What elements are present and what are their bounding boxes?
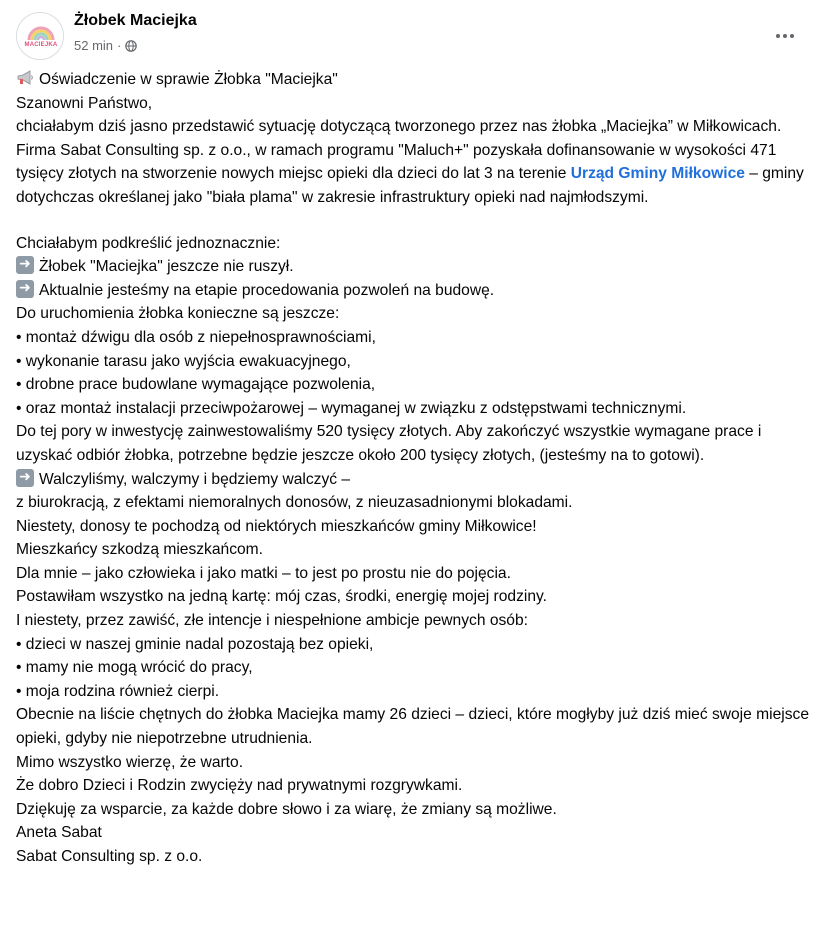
post-line: Dla mnie – jako człowieka i jako matki – to jest po prostu nie do pojęcia. [16,564,511,582]
post-title: Oświadczenie w sprawie Żłobka "Maciejka" [39,71,338,88]
post-line [16,279,811,303]
post-line: Mimo wszystko wierzę, że warto. [16,753,244,771]
post-line [16,68,811,92]
list-item: • drobne prace budowlane wymagające pozwolenia, [16,376,376,394]
post-line: Dziękuję za wsparcie, za każde dobre słowo i za wiarę, że zmiany są możliwe. [16,800,557,818]
more-options-dot [783,34,787,38]
post-text: Firma Sabat Consulting sp. z o.o., w ramach programu "Maluch+" pozyskała dofinansowanie w wysokości 471 tysięcy złotych na stworzenie nowych miejsc opieki dla dzieci do lat 3 na terenie [16,141,777,183]
more-options-dot [790,34,794,38]
right-arrow-icon [16,280,34,298]
post-line [16,255,811,279]
post-timestamp[interactable]: 52 min [74,38,114,53]
post-line: I niestety, przez zawiść, złe intencje i niespełnione ambicje pewnych osób: [16,612,528,630]
list-item: • moja rodzina również cierpi. [16,682,220,700]
post-line: Mieszkańcy szkodzą mieszkańcom. [16,541,263,559]
right-arrow-icon [16,469,34,487]
post-line: Obecnie na liście chętnych do żłobka Maciejka mamy 26 dzieci – dzieci, które mogłyby już dziś mieć swoje miejsce opieki, gdyby nie niepotrzebne utrudnienia. [16,706,810,748]
post-body [16,68,811,869]
post-line: Że dobro Dzieci i Rodzin zwycięży nad prywatnymi rozgrywkami. [16,777,463,795]
page-name-link[interactable]: Żłobek Maciejka [74,12,197,29]
post-meta [74,38,137,53]
megaphone-icon [16,69,34,87]
paragraph-gap [16,210,811,232]
post-line: Niestety, donosy te pochodzą od niektórych mieszkańców gminy Miłkowice! [16,517,537,535]
mention-link[interactable]: Urząd Gminy Miłkowice [570,165,745,183]
post-text: Żłobek "Maciejka" jeszcze nie ruszył. [39,258,294,276]
right-arrow-icon [16,256,34,274]
list-item: • oraz montaż instalacji przeciwpożarowej – wymaganej w związku z odstępstwami technicznymi. [16,399,687,417]
post-line: Do tej pory w inwestycję zainwestowaliśmy 520 tysięcy złotych. Aby zakończyć wszystkie wymagane prace i uzyskać odbiór żłobka, potrzebne będzie jeszcze około 200 tysięcy złotych, (jesteśmy na to gotowi). [16,423,762,464]
post-line: Szanowni Państwo, [16,94,153,112]
list-item: • wykonanie tarasu jako wyjścia ewakuacyjnego, [16,352,351,370]
post-text: Walczyliśmy, walczymy i będziemy walczyć – [39,470,351,488]
avatar[interactable] [16,12,64,60]
meta-separator: · [117,38,122,53]
post-line [16,468,811,492]
list-item: • dzieci w naszej gminie nadal pozostają bez opieki, [16,635,374,653]
post-line: z biurokracją, z efektami niemoralnych donosów, z nieuzasadnionymi blokadami. [16,494,573,512]
signature-name: Aneta Sabat [16,824,102,842]
post-line: chciałabym dziś jasno przedstawić sytuację dotyczącą tworzonego przez nas żłobka „Maciejka” w Miłkowicach. [16,118,782,136]
more-options-icon [776,34,780,38]
rainbow-logo-icon [17,13,64,60]
post-text: – gminy dotychczas określanej jako "biała plama" w zakresie infrastruktury opieki nad najmłodszymi. [16,165,804,206]
post-header [16,12,807,60]
globe-icon[interactable] [125,40,137,52]
post-line: Do uruchomienia żłobka konieczne są jeszcze: [16,305,340,323]
post-line: Postawiłam wszystko na jedną kartę: mój czas, środki, energię mojej rodziny. [16,588,547,606]
post-text: Aktualnie jesteśmy na etapie procedowania pozwoleń na budowę. [39,281,495,299]
post-line [16,139,811,210]
more-options-button[interactable] [767,18,803,54]
list-item: • mamy nie mogą wrócić do pracy, [16,659,253,677]
list-item: • montaż dźwigu dla osób z niepełnosprawnościami, [16,328,376,346]
post-line: Chciałabym podkreślić jednoznacznie: [16,234,281,252]
avatar-logo-text: MACIEJKA [24,42,58,48]
signature-company: Sabat Consulting sp. z o.o. [16,848,203,865]
